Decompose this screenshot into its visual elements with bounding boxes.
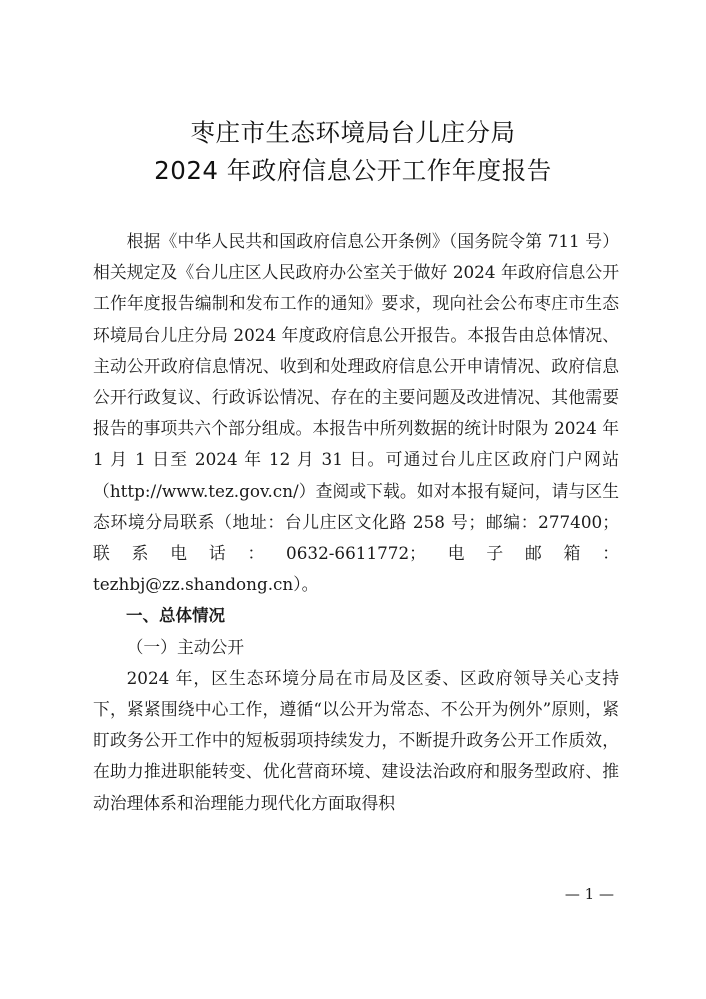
report-title-line1: 枣庄市生态环境局台儿庄分局: [190, 118, 516, 147]
report-title-line2: 2024 年政府信息公开工作年度报告: [154, 156, 552, 185]
section-heading-overview: 一、总体情况: [126, 606, 225, 626]
overview-paragraph: 2024 年，区生态环境分局在市局及区委、区政府领导关心支持下，紧紧围绕中心工作，遵循“以公开为常态、不公开为例外”原则，紧盯政务公开工作中的短板弱项持续发力，不断提升政务公开工作质效，在助力推进职能转变、优化营商环境、建设法治政府和服务型政府、推动治理体系和治理能力现代化方面取得积: [93, 667, 619, 813]
subsection-heading-proactive-disclosure: （一）主动公开: [126, 636, 245, 657]
page-number: — 1 —: [564, 885, 614, 903]
report-body: [93, 226, 619, 819]
intro-paragraph: 根据《中华人民共和国政府信息公开条例》（国务院令第 711 号）相关规定及《台儿庄区人民政府办公室关于做好 2024 年政府信息公开工作年度报告编制和发布工作的通知》要求，现向社会公布枣庄市生态环境局台儿庄分局 2024 年度政府信息公开报告。本报告由总体情况、主动公开政府信息情况、收到和处理政府信息公开申请情况、政府信息公开行政复议、行政诉讼情况、存在的主要问题及改进情况、其他需要报告的事项共六个部分组成。本报告中所列数据的统计时限为 2024 年 1 月 1 日至 2024 年 12 月 31 日。可通过台儿庄区政府门户网站（http://www.tez.gov.cn/）查阅或下载。如对本报有疑问，请与区生态环境分局联系（地址：台儿庄区文化路 258 号；邮编：277400；联系电话：0632-6611772；电子邮箱：tezhbj@zz.shandong.cn）。: [93, 231, 619, 595]
